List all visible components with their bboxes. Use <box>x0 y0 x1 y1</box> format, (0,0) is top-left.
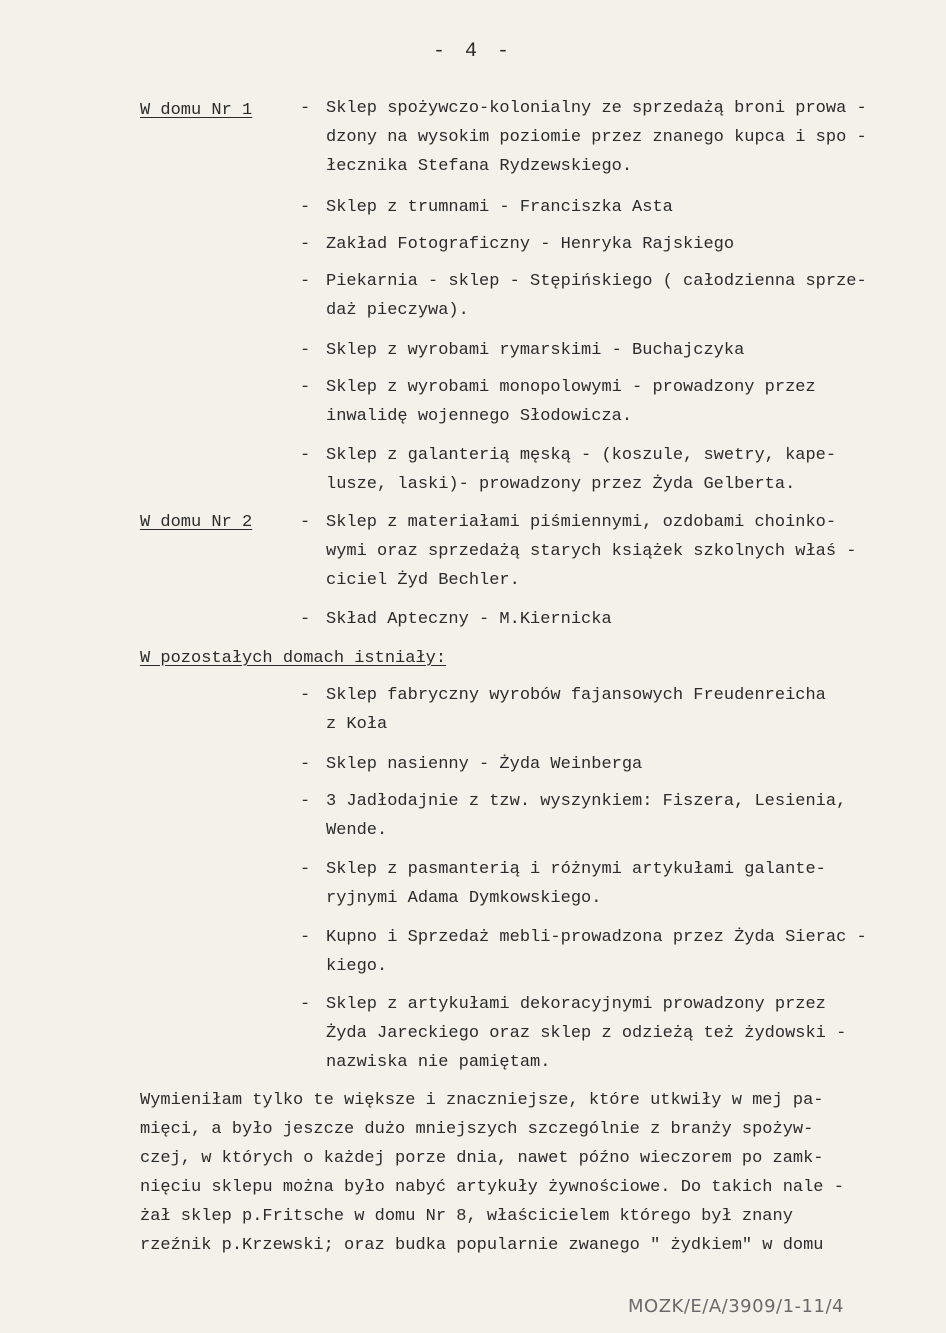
list-item-line: Sklep z galanterią męską - (koszule, swetry, kape- <box>326 446 837 465</box>
paragraph-line: żał sklep p.Fritsche w domu Nr 8, właścicielem którego był znany <box>140 1207 793 1226</box>
list-item <box>300 441 940 499</box>
list-item-line: Sklep fabryczny wyrobów fajansowych Freudenreicha <box>326 686 826 705</box>
list-item <box>300 681 940 739</box>
list-item-line: daż pieczywa). <box>326 301 469 320</box>
closing-paragraph <box>140 1086 930 1260</box>
list-item-line: inwalidę wojennego Słodowicza. <box>326 407 633 426</box>
list-item-line: Skład Apteczny - M.Kiernicka <box>326 610 612 629</box>
list-item <box>300 267 940 325</box>
list-item <box>300 750 940 779</box>
list-item <box>300 373 940 431</box>
list-dash: - <box>300 686 311 705</box>
list-item-line: Sklep z wyrobami monopolowymi - prowadzony przez <box>326 378 816 397</box>
heading-house-1: W domu Nr 1 <box>140 101 253 120</box>
paragraph-line: nięciu sklepu można było nabyć artykuły żywnościowe. Do takich nale - <box>140 1178 844 1197</box>
list-item <box>300 336 940 365</box>
list-item-line: łecznika Stefana Rydzewskiego. <box>326 157 633 176</box>
list-dash: - <box>300 995 311 1014</box>
list-item-line: ciciel Żyd Bechler. <box>326 571 520 590</box>
list-dash: - <box>300 198 311 217</box>
list-dash: - <box>300 513 311 532</box>
list-item-line: Zakład Fotograficzny - Henryka Rajskiego <box>326 235 735 254</box>
list-item-line: dzony na wysokim poziomie przez znanego kupca i spo - <box>326 128 867 147</box>
list-item-line: wymi oraz sprzedażą starych książek szkolnych właś - <box>326 542 857 561</box>
list-item <box>300 605 940 634</box>
list-item-line: Wende. <box>326 821 388 840</box>
list-dash: - <box>300 610 311 629</box>
list-item <box>300 787 940 845</box>
list-dash: - <box>300 378 311 397</box>
list-item-line: 3 Jadłodajnie z tzw. wyszynkiem: Fiszera, Lesienia, <box>326 792 847 811</box>
list-item-line: z Koła <box>326 715 388 734</box>
list-item <box>300 990 940 1077</box>
list-item-line: Kupno i Sprzedaż mebli-prowadzona przez Żyda Sierac - <box>326 928 867 947</box>
list-dash: - <box>300 792 311 811</box>
paragraph-line: Wymieniłam tylko te większe i znaczniejsze, które utkwiły w mej pa- <box>140 1091 824 1110</box>
list-dash: - <box>300 928 311 947</box>
list-item-line: kiego. <box>326 957 388 976</box>
list-item <box>300 923 940 981</box>
list-item <box>300 94 940 181</box>
list-item-line: Sklep z trumnami - Franciszka Asta <box>326 198 673 217</box>
page-number: - 4 - <box>432 40 513 63</box>
list-item-line: Sklep z pasmanterią i różnymi artykułami galante- <box>326 860 826 879</box>
list-item-line: Sklep nasienny - Żyda Weinberga <box>326 755 643 774</box>
list-item-line: Sklep z artykułami dekoracyjnymi prowadzony przez <box>326 995 826 1014</box>
list-dash: - <box>300 272 311 291</box>
list-item-line: Żyda Jareckiego oraz sklep z odzieżą też żydowski - <box>326 1024 847 1043</box>
list-item-line: lusze, laski)- prowadzony przez Żyda Gelberta. <box>326 475 796 494</box>
list-dash: - <box>300 755 311 774</box>
list-item-line: Sklep z wyrobami rymarskimi - Buchajczyka <box>326 341 745 360</box>
list-dash: - <box>300 860 311 879</box>
list-dash: - <box>300 99 311 118</box>
list-item <box>300 193 940 222</box>
list-item-line: Sklep z materiałami piśmiennymi, ozdobami choinko- <box>326 513 837 532</box>
paragraph-line: rzeźnik p.Krzewski; oraz budka popularnie zwanego " żydkiem" w domu <box>140 1236 824 1255</box>
list-item-line: Piekarnia - sklep - Stępińskiego ( całodzienna sprze- <box>326 272 867 291</box>
list-item <box>300 855 940 913</box>
paragraph-line: czej, w których o każdej porze dnia, nawet późno wieczorem po zamk- <box>140 1149 824 1168</box>
list-dash: - <box>300 341 311 360</box>
paragraph-line: mięci, a było jeszcze dużo mniejszych szczególnie z branży spożyw- <box>140 1120 814 1139</box>
heading-other-houses: W pozostałych domach istniały: <box>140 649 447 668</box>
list-item-line: ryjnymi Adama Dymkowskiego. <box>326 889 602 908</box>
archive-stamp: MOZK/E/A/3909/1-11/4 <box>628 1296 844 1317</box>
list-dash: - <box>300 235 311 254</box>
list-item-line: nazwiska nie pamiętam. <box>326 1053 551 1072</box>
list-item <box>300 508 940 595</box>
heading-house-2: W domu Nr 2 <box>140 513 253 532</box>
list-item <box>300 230 940 259</box>
list-item-line: Sklep spożywczo-kolonialny ze sprzedażą broni prowa - <box>326 99 867 118</box>
list-dash: - <box>300 446 311 465</box>
